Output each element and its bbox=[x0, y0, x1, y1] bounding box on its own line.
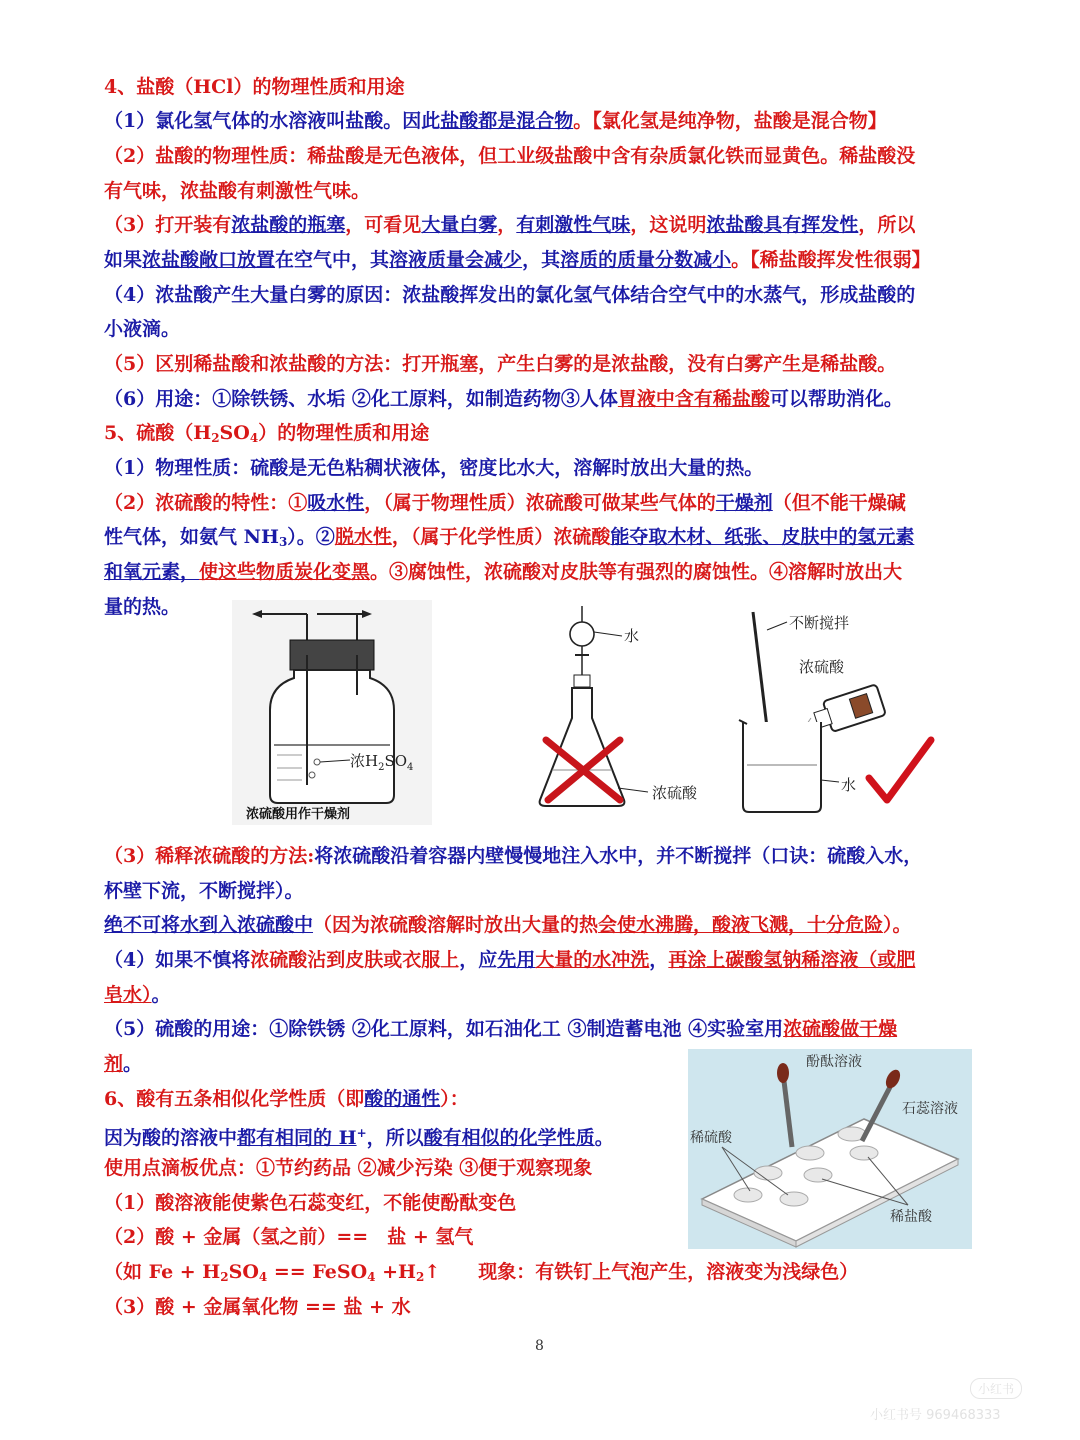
correct-dilution-figure bbox=[735, 600, 945, 825]
label-dilute-h2so4: 稀硫酸 bbox=[690, 1130, 732, 1146]
beaker bbox=[743, 722, 821, 812]
acid-bottle bbox=[811, 684, 886, 735]
s5-para-3b: 杯壁下流，不断搅拌）。 bbox=[104, 880, 304, 902]
bottle-stopper bbox=[290, 640, 374, 670]
fig3-water-label: 水 bbox=[841, 776, 857, 794]
fig2-acid-label: 浓硫酸 bbox=[652, 784, 698, 802]
s4-para-4b: 小液滴。 bbox=[104, 318, 181, 340]
s5-para-2a: （2）浓硫酸的特性：①吸水性，（属于物理性质）浓硫酸可做某些气体的干燥剂（但不能干燥碱 bbox=[104, 492, 906, 514]
s4-para-3b: 如果浓盐酸敞口放置在空气中，其溶液质量会减少，其溶质的质量分数减小。【稀盐酸挥发性很弱】 bbox=[104, 249, 931, 271]
wrong-dilution-figure bbox=[530, 600, 730, 825]
s5-para-4b: 皂水）。 bbox=[104, 984, 171, 1006]
page-number: 8 bbox=[535, 1338, 544, 1354]
watermark-badge: 小红书 bbox=[970, 1378, 1022, 1399]
s4-para-3a: （3）打开装有浓盐酸的瓶塞，可看见大量白雾，有刺激性气味，这说明浓盐酸具有挥发性，所以 bbox=[104, 214, 916, 236]
s5-para-2b: 性气体，如氨气 $NH_3$）。②脱水性，（属于化学性质）浓硫酸能夺取木材、纸张、皮肤中的氢元素 bbox=[104, 526, 915, 549]
fig3-stir-label: 不断搅拌 bbox=[789, 614, 850, 632]
s6-line-1: 因为酸的溶液中都有相同的 H+，所以酸有相似的化学性质。 bbox=[104, 1126, 614, 1149]
section-6-title: 6、酸有五条相似化学性质（即酸的通性）： bbox=[104, 1088, 469, 1110]
dropping-funnel bbox=[570, 622, 594, 646]
s5-para-2c: 和氧元素，使这些物质炭化变黑。③腐蚀性，浓硫酸对皮肤等有强烈的腐蚀性。④溶解时放出大 bbox=[104, 561, 903, 583]
watermark-id: 小红书号 969468333 bbox=[870, 1408, 1001, 1423]
s4-para-2a: （2）盐酸的物理性质：稀盐酸是无色液体，但工业级盐酸中含有杂质氯化铁而显黄色。稀盐酸没 bbox=[104, 145, 916, 167]
s4-para-6: （6）用途：①除铁锈、水垢 ②化工原料，如制造药物③人体胃液中含有稀盐酸可以帮助消化。 bbox=[104, 388, 903, 410]
s5-para-4a: （4）如果不慎将浓硫酸沾到皮肤或衣服上，应先用大量的水冲洗，再涂上碳酸氢钠稀溶液（或肥 bbox=[104, 949, 916, 971]
label-phenolphthalein: 酚酞溶液 bbox=[806, 1054, 862, 1070]
s5-para-2d: 量的热。 bbox=[104, 596, 181, 618]
drying-bottle-figure bbox=[232, 600, 432, 825]
s5-para-3a: （3）稀释浓硫酸的方法:将浓硫酸沿着容器内壁慢慢地注入水中，并不断搅拌（口诀：硫酸入水， bbox=[104, 845, 923, 867]
s5-para-1: （1）物理性质：硫酸是无色粘稠状液体，密度比水大，溶解时放出大量的热。 bbox=[104, 457, 764, 479]
s6-line-6: （3）酸 + 金属氧化物 == 盐 + 水 bbox=[104, 1296, 411, 1318]
s5-para-5b: 剂。 bbox=[104, 1053, 143, 1075]
fig3-acid-label: 浓硫酸 bbox=[799, 658, 845, 676]
s4-para-4a: （4）浓盐酸产生大量白雾的原因：浓盐酸挥发出的氯化氢气体结合空气中的水蒸气，形成盐酸的 bbox=[104, 284, 916, 306]
label-litmus: 石蕊溶液 bbox=[902, 1101, 958, 1117]
fig1-caption: 浓硫酸用作干燥剂 bbox=[246, 807, 351, 822]
section-5-title: 5、硫酸$(H_2SO_4)$的物理性质和用途 bbox=[104, 422, 430, 445]
s4-para-5: （5）区别稀盐酸和浓盐酸的方法：打开瓶塞，产生白雾的是浓盐酸，没有白雾产生是稀盐酸。 bbox=[104, 353, 897, 375]
label-dilute-hcl: 稀盐酸 bbox=[890, 1209, 932, 1225]
s5-para-3c: 绝不可将水到入浓硫酸中（因为浓硫酸溶解时放出大量的热会使水沸腾，酸液飞溅，十分危险）。 bbox=[104, 914, 912, 936]
svg-text:浓H2SO4: 浓$H_2SO_4$ bbox=[350, 752, 414, 773]
bottle-body bbox=[270, 670, 394, 803]
s6-line-2: 使用点滴板优点：①节约药品 ②减少污染 ③便于观察现象 bbox=[104, 1157, 593, 1179]
spot-plate-figure bbox=[688, 1049, 972, 1249]
s5-para-5a: （5）硫酸的用途：①除铁锈 ②化工原料，如石油化工 ③制造蓄电池 ④实验室用浓硫酸做干燥 bbox=[104, 1018, 898, 1040]
s6-line-5: （如 $Fe + H_2SO_4$ == FeSO$_4$ $+H_2↑$ 现象：有铁钉上气泡产生，溶液变为浅绿色） bbox=[104, 1261, 859, 1284]
s4-para-2b: 有气味，浓盐酸有刺激性气味。 bbox=[104, 180, 371, 202]
fig2-water-label: 水 bbox=[624, 627, 640, 645]
s6-line-4: （2）酸 + 金属（氢之前）== 盐 + 氢气 bbox=[104, 1226, 474, 1248]
s6-line-3: （1）酸溶液能使紫色石蕊变红，不能使酚酞变色 bbox=[104, 1192, 517, 1214]
check-mark bbox=[869, 740, 931, 800]
s4-para-1: （1）氯化氢气体的水溶液叫盐酸。因此盐酸都是混合物。【氯化氢是纯净物，盐酸是混合物】 bbox=[104, 110, 887, 132]
section-4-title: 4、盐酸（HCl）的物理性质和用途 bbox=[104, 76, 405, 98]
